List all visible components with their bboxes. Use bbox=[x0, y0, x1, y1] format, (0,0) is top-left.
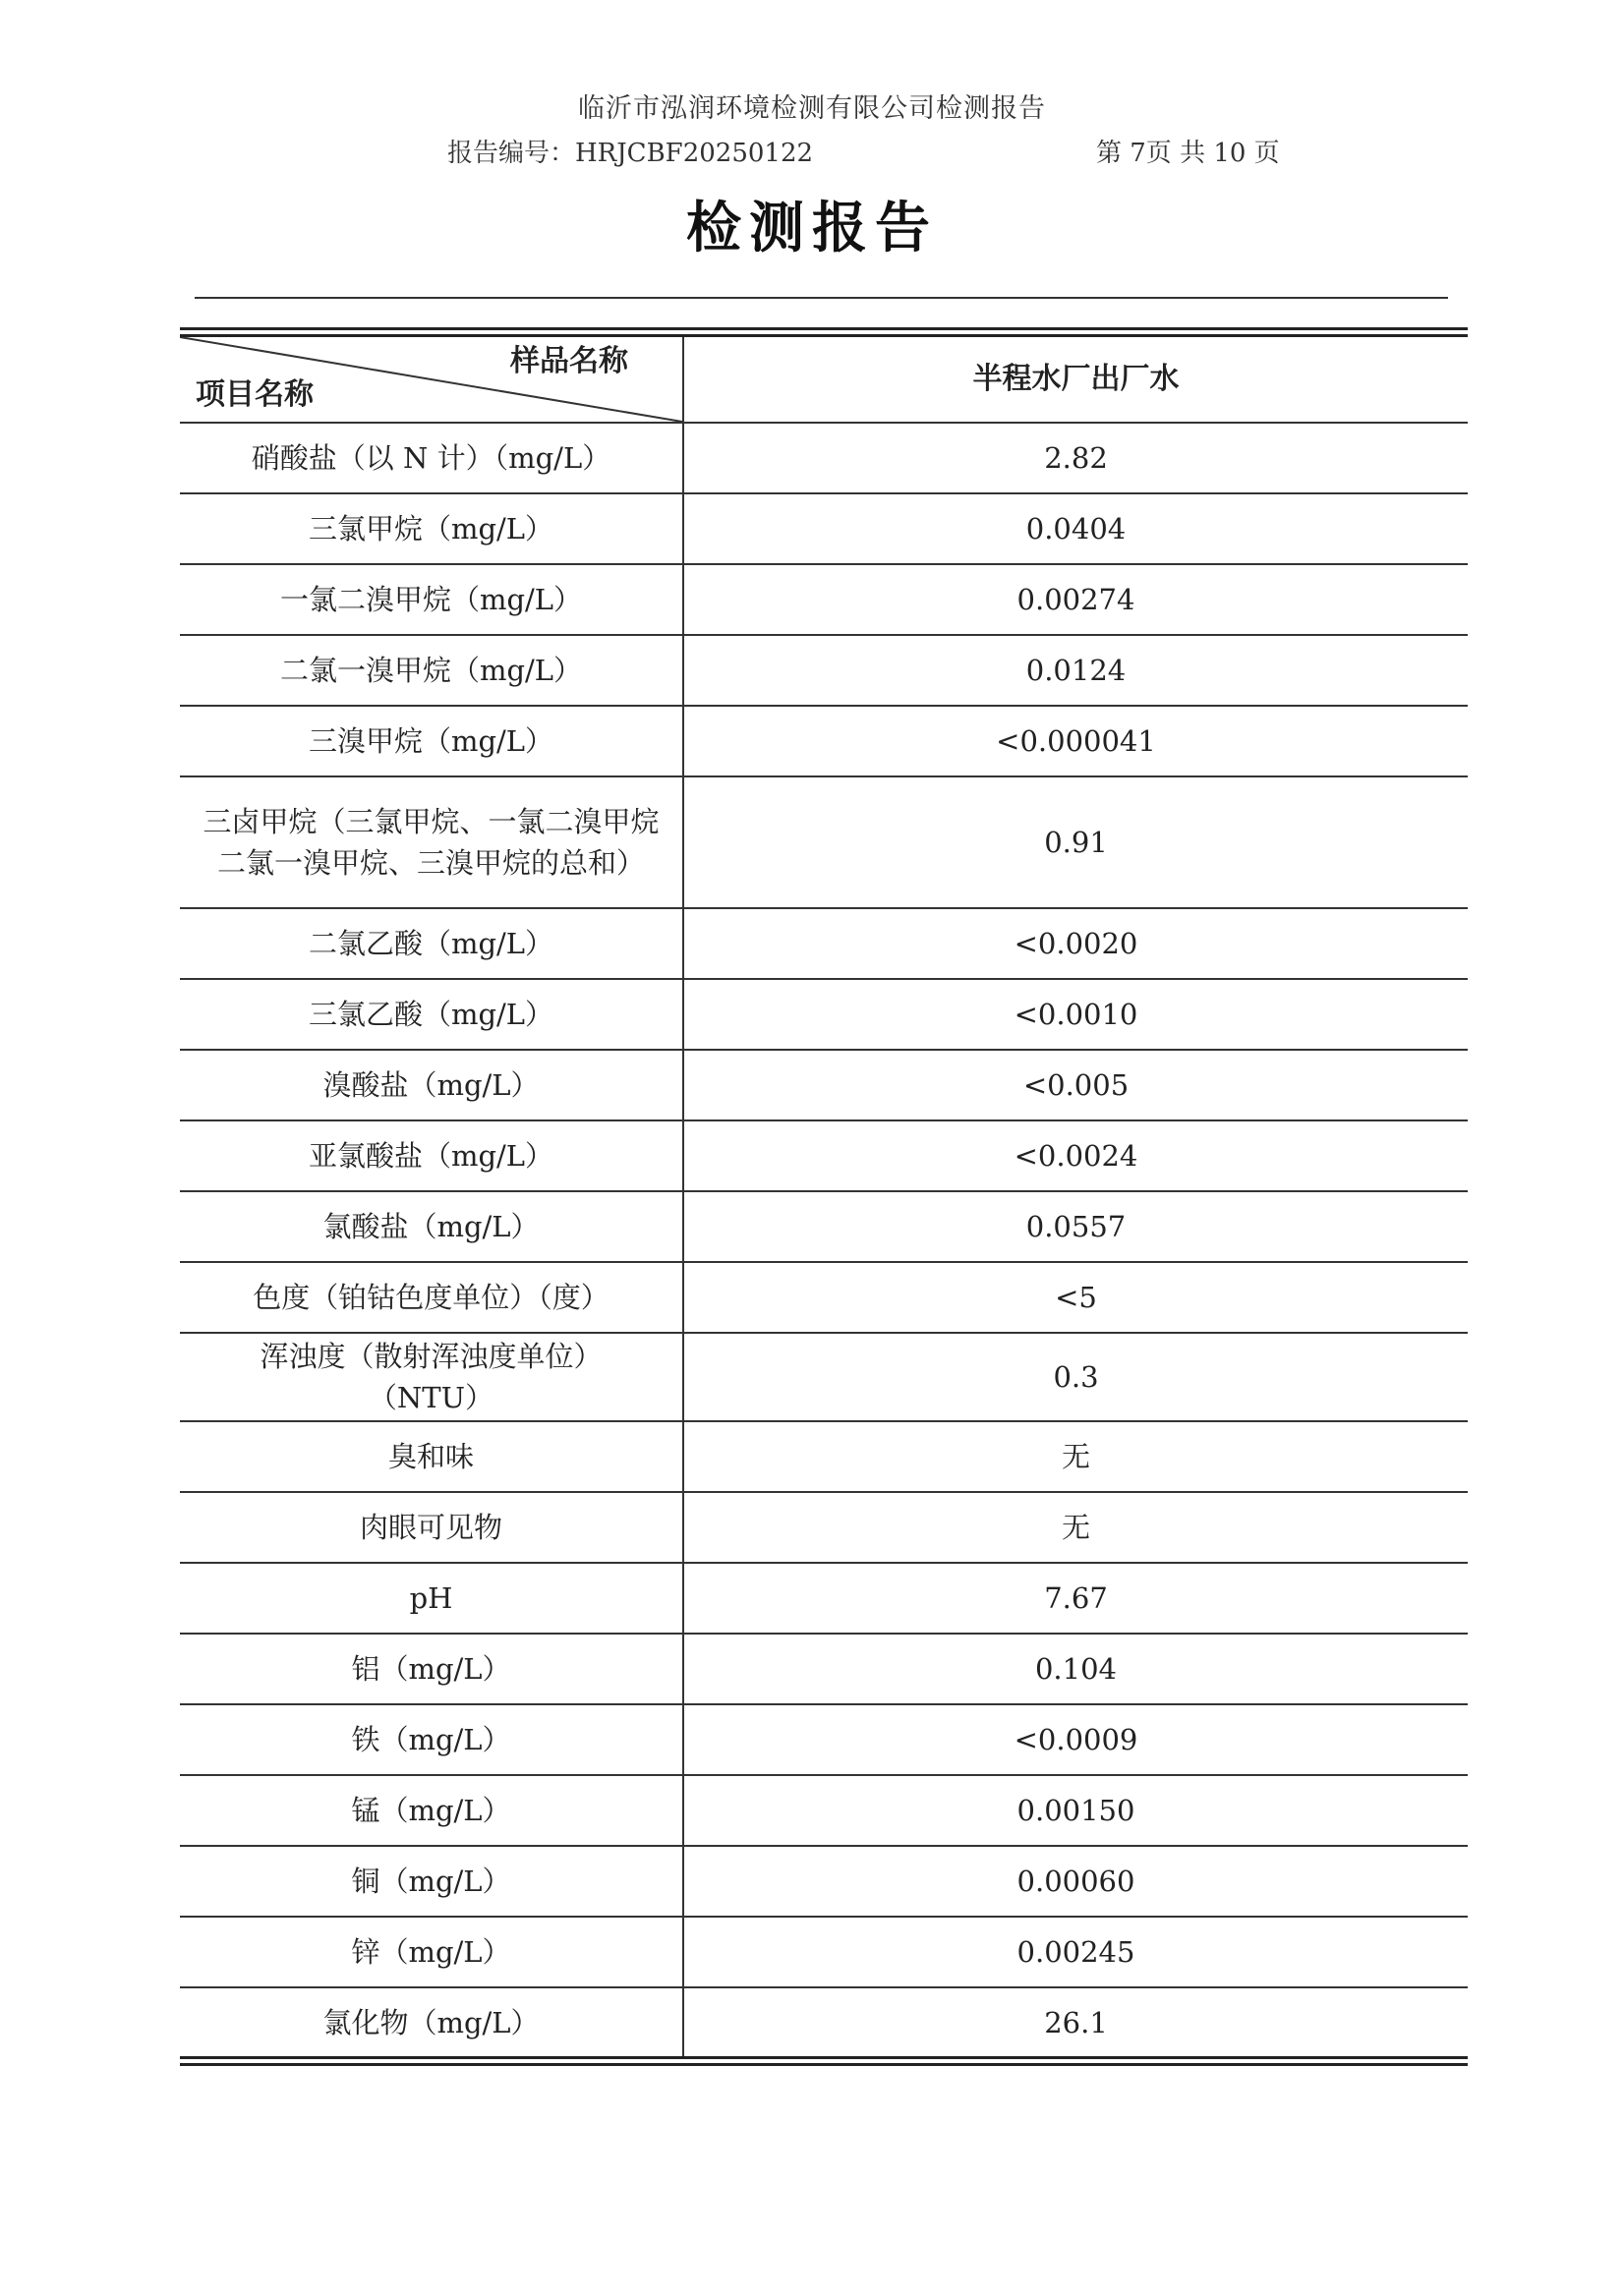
item-name: 氯酸盐（mg/L） bbox=[180, 1191, 683, 1262]
item-value: <0.0020 bbox=[683, 908, 1468, 979]
item-value: <0.0024 bbox=[683, 1120, 1468, 1191]
header-item-name-label: 项目名称 bbox=[196, 377, 314, 412]
report-number: 报告编号：HRJCBF20250122 bbox=[447, 139, 814, 168]
item-value: 0.00245 bbox=[683, 1917, 1468, 1987]
item-value: 无 bbox=[683, 1421, 1468, 1492]
item-name: 三卤甲烷（三氯甲烷、一氯二溴甲烷二氯一溴甲烷、三溴甲烷的总和） bbox=[180, 776, 683, 908]
item-name: 氯化物（mg/L） bbox=[180, 1987, 683, 2056]
table-row bbox=[180, 1846, 1468, 1917]
item-value: <0.005 bbox=[683, 1050, 1468, 1120]
item-name: 三氯甲烷（mg/L） bbox=[180, 493, 683, 564]
item-name: 浑浊度（散射浑浊度单位）（NTU） bbox=[180, 1333, 683, 1421]
item-value: 0.0404 bbox=[683, 493, 1468, 564]
item-name: 二氯一溴甲烷（mg/L） bbox=[180, 635, 683, 706]
table-row bbox=[180, 1917, 1468, 1987]
page-number: 第 7页 共 10 页 bbox=[1096, 139, 1280, 168]
header-diagonal-cell bbox=[180, 337, 683, 423]
table-row bbox=[180, 1704, 1468, 1775]
table-row bbox=[180, 423, 1468, 493]
table-row bbox=[180, 1421, 1468, 1492]
item-value: <5 bbox=[683, 1262, 1468, 1333]
item-name: 铜（mg/L） bbox=[180, 1846, 683, 1917]
table-bottom-border bbox=[180, 2056, 1468, 2066]
table-top-border bbox=[180, 327, 1468, 337]
header-sample-value: 半程水厂出厂水 bbox=[683, 337, 1468, 423]
table-row bbox=[180, 1775, 1468, 1846]
item-name: 三氯乙酸（mg/L） bbox=[180, 979, 683, 1050]
item-name: 铁（mg/L） bbox=[180, 1704, 683, 1775]
item-name: 二氯乙酸（mg/L） bbox=[180, 908, 683, 979]
table-row bbox=[180, 635, 1468, 706]
item-value: 0.0557 bbox=[683, 1191, 1468, 1262]
table-row bbox=[180, 564, 1468, 635]
item-value: 0.00274 bbox=[683, 564, 1468, 635]
table-row bbox=[180, 1191, 1468, 1262]
item-name: 亚氯酸盐（mg/L） bbox=[180, 1120, 683, 1191]
item-name: 肉眼可见物 bbox=[180, 1492, 683, 1563]
item-value: 无 bbox=[683, 1492, 1468, 1563]
table-row bbox=[180, 979, 1468, 1050]
table-row bbox=[180, 1492, 1468, 1563]
item-value: 0.0124 bbox=[683, 635, 1468, 706]
item-value: <0.0009 bbox=[683, 1704, 1468, 1775]
item-name: 臭和味 bbox=[180, 1421, 683, 1492]
item-name: 锰（mg/L） bbox=[180, 1775, 683, 1846]
page-title: 检测报告 bbox=[686, 197, 938, 260]
title-divider bbox=[195, 297, 1448, 299]
table-header-row bbox=[180, 337, 1468, 423]
table-row bbox=[180, 1120, 1468, 1191]
results-table bbox=[180, 327, 1468, 2066]
item-value: 0.00060 bbox=[683, 1846, 1468, 1917]
item-value: 0.3 bbox=[683, 1333, 1468, 1421]
table-row bbox=[180, 1987, 1468, 2056]
item-value: 0.91 bbox=[683, 776, 1468, 908]
table-row bbox=[180, 1333, 1468, 1421]
item-value: <0.000041 bbox=[683, 706, 1468, 776]
company-report-heading: 临沂市泓润环境检测有限公司检测报告 bbox=[578, 93, 1046, 124]
item-value: 7.67 bbox=[683, 1563, 1468, 1634]
item-value: <0.0010 bbox=[683, 979, 1468, 1050]
item-name: 溴酸盐（mg/L） bbox=[180, 1050, 683, 1120]
table-row bbox=[180, 1563, 1468, 1634]
item-name: pH bbox=[180, 1563, 683, 1634]
item-name: 锌（mg/L） bbox=[180, 1917, 683, 1987]
table-row bbox=[180, 706, 1468, 776]
item-name: 色度（铂钴色度单位）（度） bbox=[180, 1262, 683, 1333]
header-sample-name-label: 样品名称 bbox=[510, 344, 628, 378]
item-value: 2.82 bbox=[683, 423, 1468, 493]
item-value: 0.00150 bbox=[683, 1775, 1468, 1846]
table-row bbox=[180, 1262, 1468, 1333]
table-row bbox=[180, 908, 1468, 979]
item-value: 0.104 bbox=[683, 1634, 1468, 1704]
item-name: 一氯二溴甲烷（mg/L） bbox=[180, 564, 683, 635]
table-row bbox=[180, 1050, 1468, 1120]
table-row bbox=[180, 1634, 1468, 1704]
item-name: 铝（mg/L） bbox=[180, 1634, 683, 1704]
item-name: 硝酸盐（以 N 计）（mg/L） bbox=[180, 423, 683, 493]
table-row bbox=[180, 776, 1468, 908]
item-name: 三溴甲烷（mg/L） bbox=[180, 706, 683, 776]
table-row bbox=[180, 493, 1468, 564]
item-value: 26.1 bbox=[1044, 2005, 1108, 2039]
